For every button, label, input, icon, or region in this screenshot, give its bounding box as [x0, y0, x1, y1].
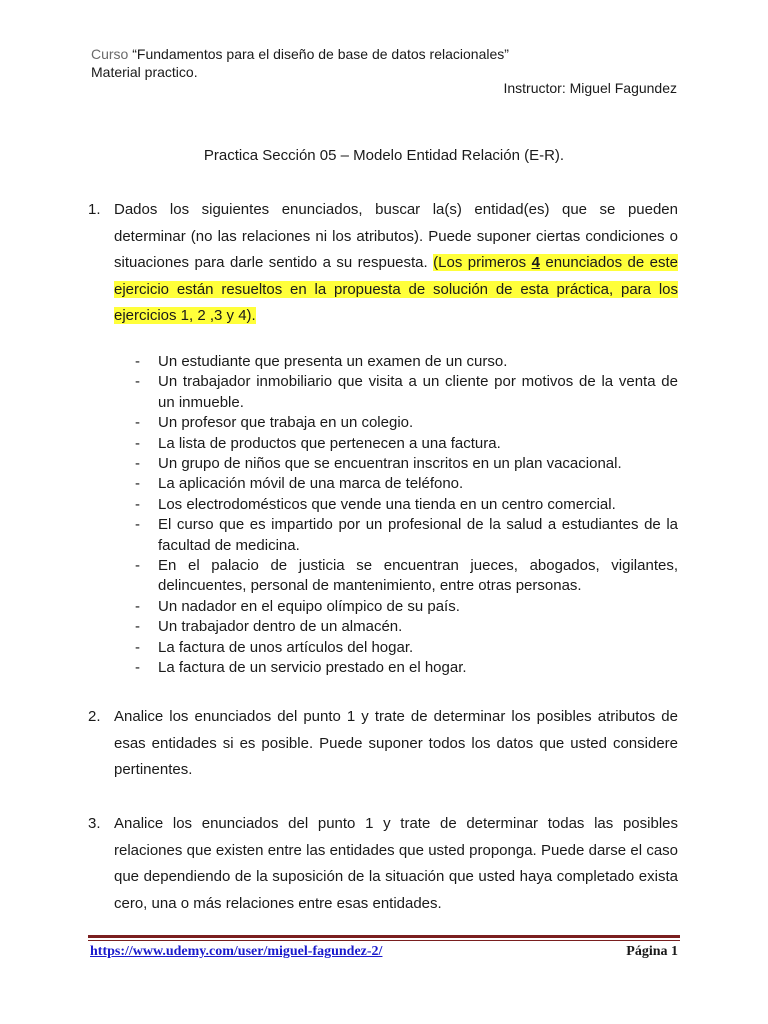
- list-item-text: Un profesor que trabaja en un colegio.: [158, 414, 414, 432]
- list-item: [130, 372, 678, 413]
- course-prefix: Curso: [91, 46, 129, 62]
- list-item-text: La aplicación móvil de una marca de teléfono.: [158, 475, 464, 493]
- statement-list: [130, 352, 678, 679]
- exercise-2-text: Analice los enunciados del punto 1 y trate de determinar los posibles atributos de esas entidades si es posible. Puede suponer todos los datos que usted considere pertinentes.: [114, 708, 678, 778]
- list-item: [130, 638, 678, 658]
- list-item-text: En el palacio de justicia se encuentran jueces, abogados, vigilantes, delincuentes, personal de mantenimiento, entre otras personas.: [158, 557, 678, 595]
- header-material: Material practico.: [91, 64, 198, 80]
- list-item: [130, 556, 678, 597]
- exercise-3: [88, 811, 678, 917]
- bullet-dash: -: [135, 638, 140, 656]
- list-item: [130, 413, 678, 433]
- bullet-dash: -: [135, 557, 140, 575]
- bullet-dash: -: [135, 516, 140, 534]
- bullet-dash: -: [135, 495, 140, 513]
- exercise-number: 2.: [88, 708, 101, 725]
- exercise-text: [114, 197, 678, 330]
- list-item: [130, 617, 678, 637]
- exercise-number: 3.: [88, 815, 101, 832]
- header-instructor: Instructor: Miguel Fagundez: [503, 80, 677, 96]
- list-item-text: La factura de un servicio prestado en el hogar.: [158, 659, 467, 677]
- exercise-2: [88, 704, 678, 784]
- list-item: [130, 515, 678, 556]
- footer-link[interactable]: https://www.udemy.com/user/miguel-fagundez-2/: [90, 944, 383, 959]
- header-course: [91, 45, 509, 63]
- list-item-text: La factura de unos artículos del hogar.: [158, 638, 414, 656]
- highlight-bold: 4: [531, 254, 540, 271]
- exercise-1: [88, 197, 678, 330]
- list-item-text: El curso que es impartido por un profesional de la salud a estudiantes de la facultad de medicina.: [158, 516, 678, 554]
- bullet-dash: -: [135, 434, 140, 452]
- list-item: [130, 352, 678, 372]
- exercise-1-text: Dados los siguientes enunciados, buscar la(s) entidad(es) que se pueden determinar (no las relaciones ni los atributos). Puede suponer ciertas condiciones o situaciones para darle sentido a su respuesta.: [114, 201, 678, 271]
- list-item-text: Un grupo de niños que se encuentran inscritos en un plan vacacional.: [158, 455, 622, 473]
- bullet-dash: -: [135, 414, 140, 432]
- bullet-dash: -: [135, 597, 140, 615]
- list-item-text: Un nadador en el equipo olímpico de su país.: [158, 597, 460, 615]
- bullet-dash: -: [135, 659, 140, 677]
- highlight-pre: (Los primeros: [433, 254, 532, 271]
- list-item: [130, 597, 678, 617]
- list-item-text: Un trabajador inmobiliario que visita a un cliente por motivos de la venta de un inmueble.: [158, 373, 678, 411]
- exercise-3-text: Analice los enunciados del punto 1 y trate de determinar todas las posibles relaciones que existen entre las entidades que usted proponga. Puede darse el caso que dependiendo de la suposición de la situación que usted haya completado exista cero, una o más relaciones entre esas entidades.: [114, 815, 678, 912]
- bullet-dash: -: [135, 618, 140, 636]
- bullet-dash: -: [135, 353, 140, 370]
- list-item-text: La lista de productos que pertenecen a una factura.: [158, 434, 501, 452]
- exercise-number: 1.: [88, 201, 101, 218]
- footer-rule-thin: [88, 940, 680, 941]
- bullet-dash: -: [135, 475, 140, 493]
- bullet-dash: -: [135, 373, 140, 391]
- list-item: [130, 434, 678, 454]
- list-item: [130, 454, 678, 474]
- list-item-text: Un trabajador dentro de un almacén.: [158, 618, 403, 636]
- course-title: “Fundamentos para el diseño de base de datos relacionales”: [132, 46, 509, 62]
- list-item: [130, 495, 678, 515]
- page-title: Practica Sección 05 – Modelo Entidad Relación (E-R).: [203, 147, 565, 164]
- page-number: Página 1: [626, 944, 678, 959]
- list-item-text: Un estudiante que presenta un examen de un curso.: [158, 353, 508, 370]
- highlight-post: enunciados de este ejercicio están resueltos en la propuesta de solución de esta práctica, para los ejercicios 1, 2 ,3 y 4).: [114, 254, 679, 324]
- footer-rule-thick: [88, 935, 680, 938]
- list-item-text: Los electrodomésticos que vende una tienda en un centro comercial.: [158, 495, 616, 513]
- list-item: [130, 474, 678, 494]
- list-item: [130, 658, 678, 678]
- bullet-dash: -: [135, 455, 140, 473]
